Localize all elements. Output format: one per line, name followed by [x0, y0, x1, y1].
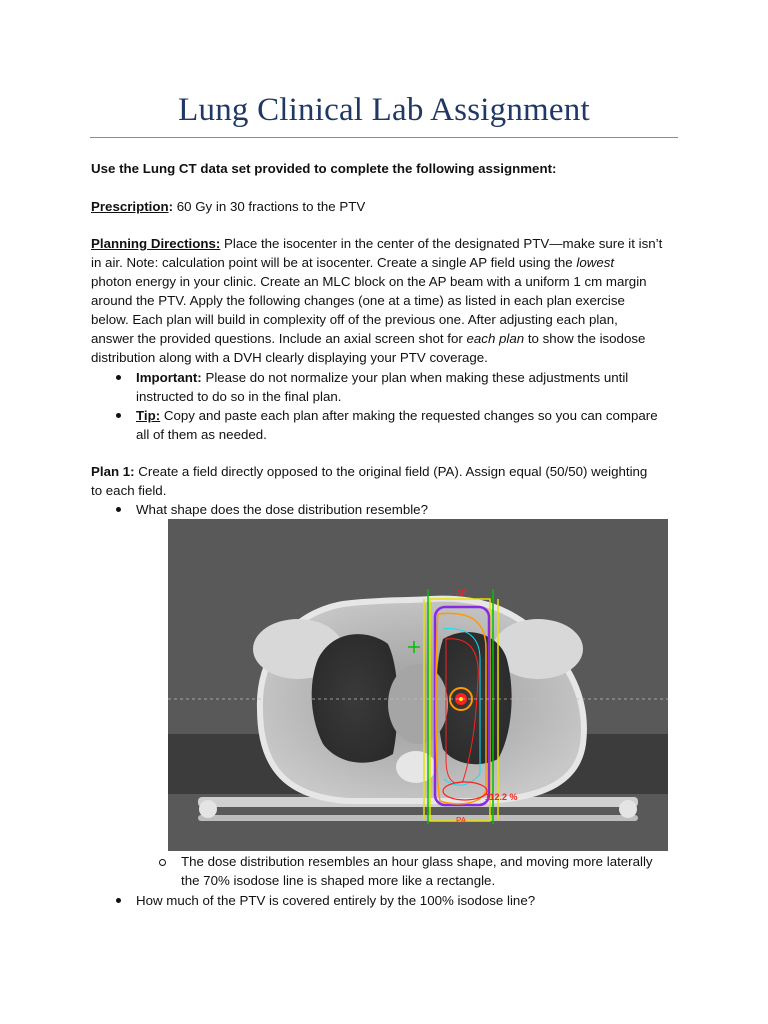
planning-text-6a: answer the provided questions. Include an axial screen shot for	[91, 331, 467, 346]
tip-label: Tip:	[136, 408, 161, 423]
ct-axial-screenshot	[168, 519, 668, 851]
bottom-beam-label: PA	[456, 816, 467, 825]
tip-line-2: all of them as needed.	[136, 427, 267, 442]
planning-text-1: Place the isocenter in the center of the designated PTV—make sure it isn’t	[220, 236, 663, 251]
title-underline	[90, 137, 678, 138]
planning-text-2: in air. Note: calculation point will be at isocenter. Create a single AP field using the	[91, 255, 577, 270]
plan1-line-2: to each field.	[91, 483, 167, 498]
hotspot-label: 112.2 %	[485, 792, 518, 802]
planning-label: Planning Directions:	[91, 236, 221, 251]
prescription-colon: :	[168, 199, 174, 214]
plan1-answer-line-2: the 70% isodose line is shaped more like a rectangle.	[181, 873, 496, 888]
planning-line-7: distribution along with a DVH clearly displaying your PTV coverage.	[91, 350, 488, 365]
sub-bullet-ring	[159, 859, 166, 866]
bullet-dot	[116, 375, 121, 380]
tip-text-1: Copy and paste each plan after making the requested changes so you can compare	[160, 408, 658, 423]
important-text-1: Please do not normalize your plan when making these adjustments until	[201, 370, 629, 385]
planning-italic-each-plan: each plan	[466, 331, 525, 346]
important-line-2: instructed to do so in the final plan.	[136, 389, 342, 404]
planning-italic-lowest: lowest	[576, 255, 615, 270]
planning-line-1	[91, 234, 681, 253]
ct-image-graphic	[168, 519, 668, 851]
plan1-question-1: What shape does the dose distribution resemble?	[136, 502, 428, 517]
planning-line-4: around the PTV. Apply the following changes (one at a time) as listed in each plan exercise	[91, 293, 625, 308]
bullet-dot	[116, 507, 121, 512]
plan1-answer-line-1: The dose distribution resembles an hour glass shape, and moving more laterally	[181, 854, 653, 869]
prescription-label: Prescription	[91, 199, 169, 214]
planning-line-5: below. Each plan will build in complexity off of the previous one. After adjusting each plan,	[91, 312, 618, 327]
planning-line-3: photon energy in your clinic. Create an MLC block on the AP beam with a uniform 1 cm margin	[91, 274, 647, 289]
tip-line-1	[136, 406, 681, 425]
plan1-text-1: Create a field directly opposed to the original field (PA). Assign equal (50/50) weighting	[134, 464, 648, 479]
planning-line-6	[91, 329, 681, 348]
prescription-text: 60 Gy in 30 fractions to the PTV	[173, 199, 366, 214]
important-line-1	[136, 368, 676, 387]
prescription-line	[91, 197, 681, 216]
planning-text-6b: to show the isodose	[524, 331, 646, 346]
bullet-dot	[116, 413, 121, 418]
planning-line-2	[91, 253, 681, 272]
page-title: Lung Clinical Lab Assignment	[178, 92, 590, 128]
intro-text: Use the Lung CT data set provided to complete the following assignment:	[91, 161, 557, 176]
bullet-dot	[116, 898, 121, 903]
plan1-question-2: How much of the PTV is covered entirely by the 100% isodose line?	[136, 893, 536, 908]
important-label: Important:	[136, 370, 202, 385]
top-beam-label: AP	[456, 589, 467, 598]
plan1-line-1	[91, 462, 681, 481]
plan1-label: Plan 1:	[91, 464, 135, 479]
